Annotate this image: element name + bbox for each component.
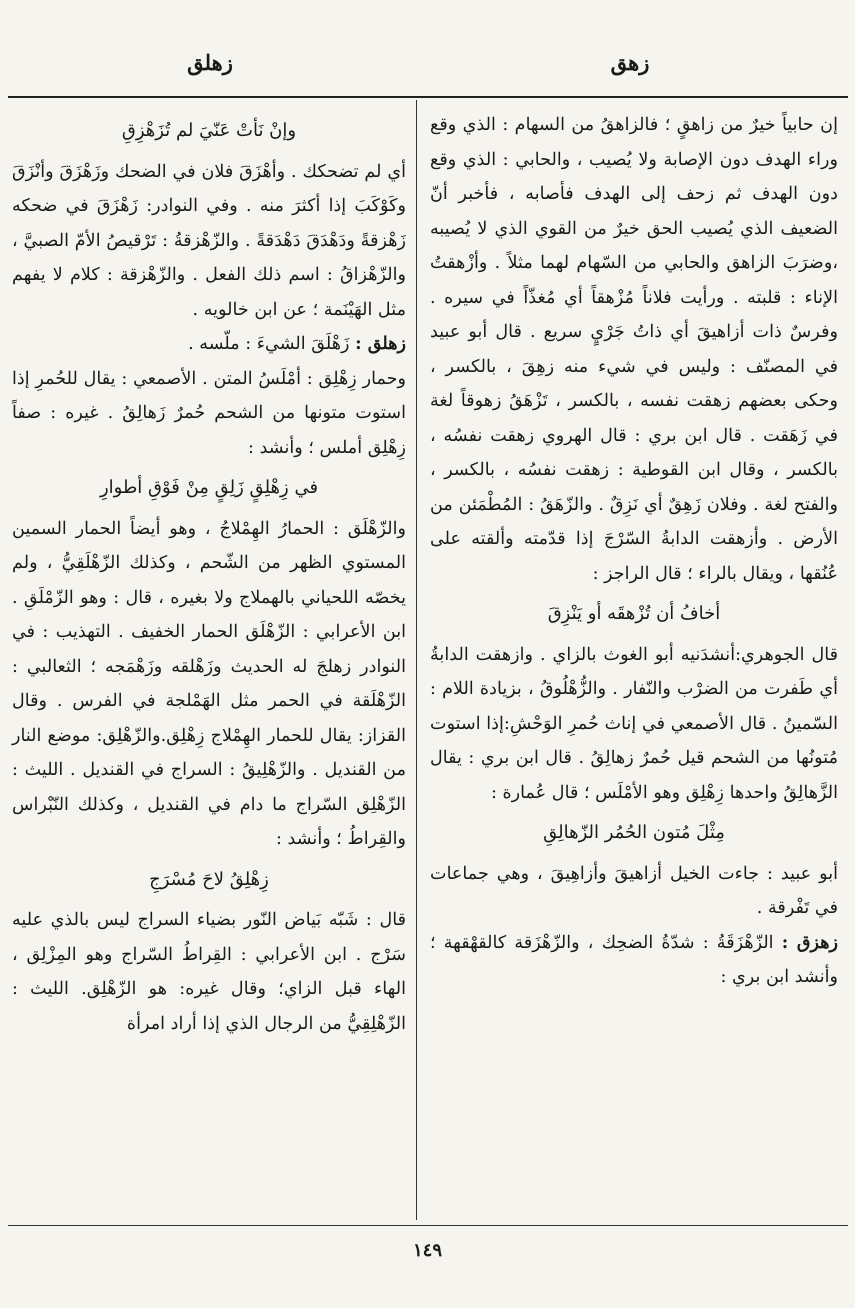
entry-headword: زهلق :	[355, 333, 406, 354]
entry-text: زَهْلَقَ الشيءَ : ملّسه .	[188, 334, 350, 354]
running-header-left: زهلق	[187, 50, 233, 75]
running-header-right: زهق	[610, 50, 650, 75]
entry-paragraph	[430, 926, 838, 995]
entry-paragraph	[12, 327, 406, 362]
verse-line: وإنْ نَأتْ عَنّيَ لم تُزَهْزِقِ	[121, 120, 297, 141]
verse-line: زِهْلِقُ لاحَ مُسْرَجِ	[149, 868, 269, 890]
column-divider	[416, 100, 417, 1220]
body-paragraph: وحمار زِهْلِق : أمْلَسُ المتن . الأصمعي : يقال للحُمرِ إذا استوت متونها من الشحم حُمرٌ زَهالِقُ . غيره : صفاً زِهْلِق أملس ؛ وأنشد :	[12, 368, 406, 458]
entry-text: الزّهْزَقَةُ : شدّةُ الضحِك ، والزّهْزَقة كالقهْقهة ؛ وأنشد ابن بري :	[430, 932, 838, 987]
page-number: ١٤٩	[412, 1240, 442, 1261]
entry-headword: زهزق :	[781, 931, 838, 953]
body-paragraph: أي لم تضحكك . وأهْزَقَ فلان في الضحك وزَهْزَقَ وأنْزَقَ وكَوْكَبَ إذا أكثرَ منه . وفي النوادر: زَهْزَقَ في ضحكه زَهْزقةً ودَهْدَقَ دَهْدَقةً . والزّهْزقةُ : تَرْقيصُ الأمّ الصبيَّ ، والزّهْزاقُ : اسم ذلك الفعل . والزّهْزقة : كلام لا يفهم مثل الهَيْنَمة ؛ عن ابن خالويه .	[12, 161, 406, 320]
header-rule	[8, 96, 848, 98]
body-paragraph: إن حابياً خيرٌ من زاهقٍ ؛ فالزاهقُ من السهام : الذي وقع وراء الهدف دون الإصابة ولا يُصيب ، والحابي : الذي وقع دون الهدف ثم زحف إلى الهدف فأصابه ، فأخبر أنّ الضعيف الذي يُصيب الحق خيرٌ من القوي الذي لا يُصيبه ،وضرَبَ الزاهق والحابي من السّهام لهما مثلاً . وأزْهقتُ الإناء : قلبته . ورأيت فلاناً مُزْهقاً أي مُغذّاً في سيره . وفرسٌ ذات أزاهيقَ أي ذاتُ جَرْيٍ سريع . قال أبو عبيد في المصنّف : وليس في شيء منه زهِقَ ، بالكسر ، وحكى بعضهم زهقت نفسه ، بالكسر ، تَزْهَقُ زهوقاً لغة في زَهَقت . قال ابن بري : قال الهروي زهقت نفسُه ، بالكسر ، وقال ابن القوطية : زهقت نفسُه ، بالكسر ، والفتح لغة . وفلان زَهِقٌ أي نَزِقٌ . والزّهَقُ : المُطْمَئن من الأرض . وأزهقت الدابةُ السّرْجَ إذا قدّمته وألقته على عُنُقها ، ويقال بالراء ؛ قال الراجز :	[430, 115, 838, 584]
body-paragraph: قال الجوهري:أنشدَنيه أبو الغوث بالزاي . وازهقت الدابةُ أي طَفرت من الضرْب والنّفار . والزُّهْلُوقُ ، بزيادة اللام : السّمينُ . قال الأصمعي في إناث حُمرِ الوَحْشِ:إذا استوت مُتونُها من الشحم قيل حُمرٌ زهالِقُ . قال ابن بري : يقال الزَّهالِقُ واحدها زِهْلِق وهو الأمْلَس ؛ قال عُمارة :	[430, 644, 838, 803]
body-paragraph: والزّهْلَق : الحمارُ الهِمْلاجُ ، وهو أيضاً الحمار السمين المستوي الظهر من الشّحم ، وكذلك الزّهْلَقِيُّ ، ولم يخصّه اللحياني بالهملاج ولا بغيره ، قال : وهو الزّمْلَقِ . ابن الأعرابي : الزّهْلَق الحمار الخفيف . التهذيب : في النوادر زهلجَ له الحديث وزَهْلقه وزَهْمَجه ؛ الثعالبي : الزّهْلَقة في الحمر مثل الهَمْلجة في الفرس . وقال القزاز: يقال للحمار الهِمْلاج زِهْلِق.والزّهْلِق: موضع النار من القنديل . والزّهْلِيقُ : السراج في القنديل . الليث : الزّهْلِق السّراج ما دام في القنديل ، وكذلك النّبْراس والقِراطُ ؛ وأنشد :	[12, 518, 406, 849]
body-paragraph: قال : شَبّه بَياض النّور بضياء السراج ليس بالذي عليه سَرْج . ابن الأعرابي : القِراطُ السّراج وهو المِزْلِق ، الهاء قبل الزاي؛ وقال غيره: هو الزّهْلِق. الليث : الزّهْلِقِيُّ من الرجال الذي إذا أراد امرأة	[12, 910, 406, 1034]
left-column	[12, 108, 406, 1041]
footer-rule	[8, 1225, 848, 1226]
right-column	[430, 108, 838, 995]
verse-line: أخافُ أن تُزْهقَه أو يَنْزِقَ	[547, 603, 721, 624]
verse-line: في زِهْلِقٍ زَلِقٍ مِنْ فَوْقِ أطوارِ	[99, 477, 319, 498]
verse-line: مِثْلَ مُتون الحُمُر الزّهالِقِ	[543, 822, 725, 843]
body-paragraph: أبو عبيد : جاءت الخيل أزاهيقَ وأزاهِيقَ ، وهي جماعات في تَفْرقة .	[430, 863, 838, 918]
